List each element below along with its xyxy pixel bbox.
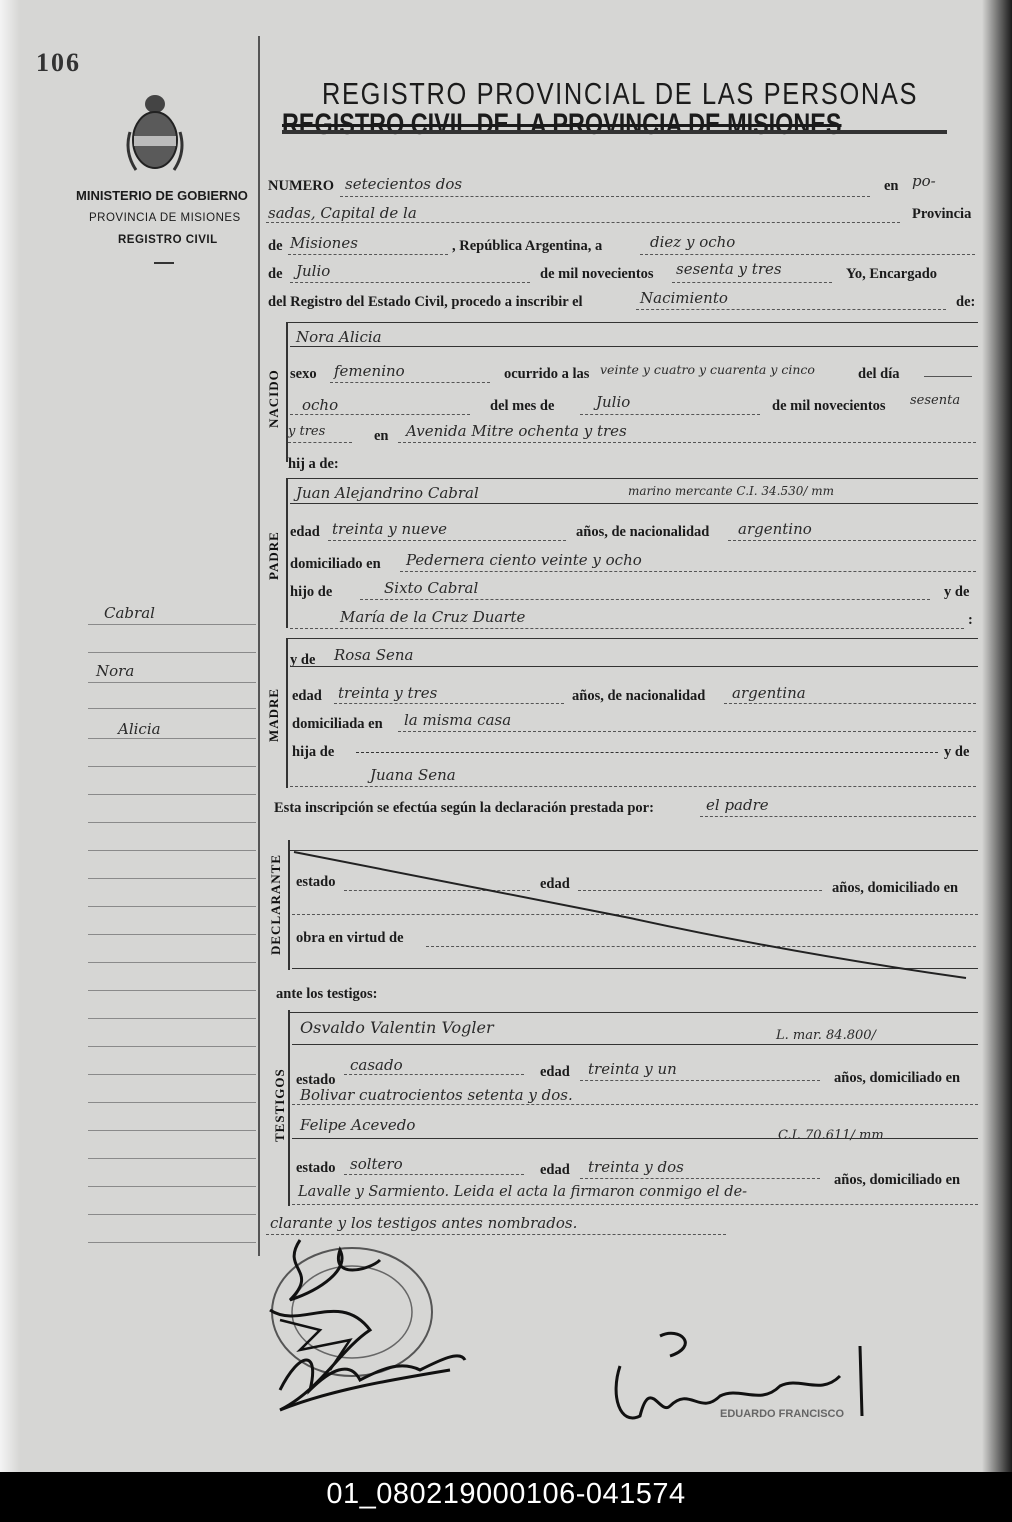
ministry-line3: REGISTRO CIVIL [118, 234, 218, 246]
nacido-section-label: NACIDO [266, 369, 281, 428]
testigo2-name: Felipe Acevedo [300, 1116, 416, 1134]
registrar-stamp-text: EDUARDO FRANCISCO [720, 1408, 845, 1420]
margin-rule [88, 1018, 256, 1019]
margin-note-name1: Nora [96, 662, 135, 680]
padre-father-value: Sixto Cabral [384, 579, 479, 597]
madre-anos-label: años, de nacionalidad [572, 688, 706, 704]
testigos-top-line [288, 1012, 978, 1013]
nacido-bracket [286, 322, 288, 462]
testigo2-edad-value: treinta y dos [588, 1158, 684, 1176]
margin-rule [88, 766, 256, 767]
madre-section-label: MADRE [266, 687, 281, 742]
nacido-mil-label: de mil novecientos [772, 398, 886, 414]
nacido-day-line [290, 414, 470, 415]
testigo2-doc: C.I. 70.611/ mm [778, 1128, 884, 1143]
madre-yde2-label: y de [944, 744, 970, 760]
testigo2-name-line [292, 1138, 978, 1139]
de2-label: de [268, 266, 283, 282]
en-value: po- [912, 172, 936, 190]
declarante-edad-label: edad [540, 876, 570, 892]
margin-rule [88, 794, 256, 795]
madre-mother-value: Juana Sena [370, 766, 456, 784]
padre-anos-label: años, de nacionalidad [576, 524, 710, 540]
testigo1-dom-line [292, 1104, 978, 1105]
madre-edad-line [334, 703, 564, 704]
declaracion-line [700, 816, 976, 817]
nacido-year2-line [288, 442, 352, 443]
madre-nac-value: argentina [732, 684, 806, 702]
padre-section-label: PADRE [266, 531, 281, 580]
yo-label: Yo, Encargado [846, 266, 938, 282]
testigo1-name-line [292, 1044, 978, 1045]
madre-bracket [286, 638, 288, 788]
day-value: diez y ocho [650, 233, 736, 251]
margin-rule [88, 1242, 256, 1243]
margin-rule [88, 1130, 256, 1131]
madre-domicilio-value: la misma casa [404, 711, 512, 729]
margin-rule [88, 652, 256, 653]
madre-mother-line [290, 786, 976, 787]
ministry-line1: MINISTERIO DE GOBIERNO [76, 188, 248, 203]
sexo-line [330, 382, 490, 383]
margin-rule [88, 850, 256, 851]
nacido-place-line [398, 442, 976, 443]
padre-bracket [286, 478, 288, 628]
testigo2-anos-label: años, domiciliado en [834, 1172, 961, 1188]
testigo1-doc: L. mar. 84.800/ [776, 1028, 876, 1043]
signature-witness [270, 1330, 470, 1420]
testigo2-estado-label: estado [296, 1160, 336, 1176]
testigo1-estado-label: estado [296, 1072, 336, 1088]
del-dia-line [924, 376, 972, 377]
del-dia-label: del día [858, 366, 900, 382]
declarante-section-label: DECLARANTE [268, 853, 283, 955]
testigo2-dom-line [292, 1204, 978, 1205]
ministry-divider [154, 262, 174, 264]
footer-code: 01_080219000106-041574 [0, 1472, 1012, 1522]
ocurrido-label: ocurrido a las [504, 366, 590, 382]
padre-doc-value: marino mercante C.I. 34.530/ mm [628, 484, 834, 498]
madre-name-line [290, 666, 978, 667]
act-value: Nacimiento [640, 289, 728, 307]
padre-mother-line [290, 628, 964, 629]
padre-top-line [286, 478, 978, 479]
mil-label: de mil novecientos [540, 266, 654, 282]
madre-yde-label: y de [290, 652, 316, 668]
nacido-top-line [286, 322, 978, 323]
province-line [288, 254, 448, 255]
margin-rule [88, 738, 256, 739]
title-strike-line [282, 130, 947, 134]
time-value: veinte y cuatro y cuarenta y cinco [600, 362, 815, 377]
nacido-year-value: sesenta [910, 393, 961, 408]
testigo1-dom-value: Bolivar cuatrocientos setenta y dos. [300, 1086, 573, 1104]
testigo1-edad-line [580, 1080, 820, 1081]
nacido-day-value: ocho [302, 396, 339, 414]
margin-note-name2: Alicia [118, 720, 161, 738]
padre-yde-label: y de [944, 584, 970, 600]
nacido-month-value: Julio [596, 393, 631, 411]
padre-edad-label: edad [290, 524, 320, 540]
nacido-place-value: Avenida Mitre ochenta y tres [406, 422, 627, 440]
madre-edad-value: treinta y tres [338, 684, 438, 702]
signature-registrar [600, 1316, 890, 1456]
place-value: sadas, Capital de la [268, 204, 417, 222]
margin-rule [88, 1158, 256, 1159]
padre-domicilio-value: Pedernera ciento veinte y ocho [406, 551, 642, 569]
margin-rule [88, 682, 256, 683]
day-line [640, 254, 975, 255]
ministry-line2: PROVINCIA DE MISIONES [89, 212, 241, 224]
registry-title: REGISTRO PROVINCIAL DE LAS PERSONAS [322, 76, 919, 111]
frame-left-border [258, 36, 260, 1256]
testigo2-edad-label: edad [540, 1162, 570, 1178]
padre-hijo-label: hijo de [290, 584, 333, 600]
testigos-bracket [288, 1010, 290, 1206]
republica-label: , República Argentina, a [452, 238, 603, 254]
nacido-year-value2: y tres [288, 424, 326, 439]
declarante-anos-label: años, domiciliado en [832, 880, 959, 896]
province-value: Misiones [290, 234, 358, 252]
de-label: de [268, 238, 283, 254]
testigo2-estado-line [344, 1174, 524, 1175]
month-value: Julio [296, 262, 331, 280]
margin-rule [88, 624, 256, 625]
declarante-obra-label: obra en virtud de [296, 930, 404, 946]
testigos-section-label: TESTIGOS [272, 1068, 287, 1142]
nacido-name-value: Nora Alicia [296, 328, 382, 346]
padre-nac-value: argentino [738, 520, 812, 538]
ante-testigos-label: ante los testigos: [276, 986, 378, 1002]
margin-rule [88, 822, 256, 823]
margin-rule [88, 1046, 256, 1047]
numero-label: NUMERO [268, 178, 335, 194]
closing-text: clarante y los testigos antes nombrados. [270, 1214, 578, 1232]
padre-name-line [290, 503, 978, 504]
margin-rule [88, 878, 256, 879]
margin-rule [88, 990, 256, 991]
numero-line [340, 196, 870, 197]
margin-rule [88, 1186, 256, 1187]
place-line [266, 222, 900, 223]
madre-name-value: Rosa Sena [334, 646, 414, 664]
margin-rule [88, 708, 256, 709]
madre-domicilio-label: domiciliada en [292, 716, 383, 732]
month-line [290, 282, 530, 283]
padre-father-line [360, 599, 930, 600]
margin-note-surname: Cabral [104, 604, 155, 622]
madre-domicilio-line [398, 731, 976, 732]
margin-rule [88, 906, 256, 907]
margin-rule [88, 1074, 256, 1075]
year-line [672, 282, 832, 283]
declarante-cancel-stroke [290, 848, 980, 980]
padre-mother-value: María de la Cruz Duarte [340, 608, 526, 626]
testigo1-anos-label: años, domiciliado en [834, 1070, 961, 1086]
year-value: sesenta y tres [676, 260, 782, 278]
provincia-label: Provincia [912, 206, 972, 222]
testigo1-estado-value: casado [350, 1056, 403, 1074]
nacido-month-line [580, 414, 760, 415]
hija-label: hij a de: [288, 456, 339, 472]
testigo2-edad-line [580, 1178, 820, 1179]
margin-rule [88, 1102, 256, 1103]
madre-edad-label: edad [292, 688, 322, 704]
madre-hija-label: hija de [292, 744, 335, 760]
testigo2-dom-value: Lavalle y Sarmiento. Leida el acta la firmaron conmigo el de- [298, 1184, 748, 1200]
struck-registry-title: REGISTRO CIVIL DE LA PROVINCIA DE MISIONES [282, 108, 842, 141]
testigo1-estado-line [344, 1074, 524, 1075]
declarante-estado-label: estado [296, 874, 336, 890]
nacido-name-line [290, 346, 978, 347]
padre-domicilio-label: domiciliado en [290, 556, 381, 572]
margin-rule [88, 962, 256, 963]
act-line [636, 309, 946, 310]
sexo-label: sexo [290, 366, 317, 382]
padre-domicilio-line [400, 571, 976, 572]
testigo1-edad-value: treinta y un [588, 1060, 677, 1078]
padre-nac-line [728, 540, 976, 541]
padre-name-value: Juan Alejandrino Cabral [296, 484, 479, 502]
registro-label: del Registro del Estado Civil, procedo a inscribir el [268, 294, 583, 310]
mes-label: del mes de [490, 398, 555, 414]
declaracion-label: Esta inscripción se efectúa según la declaración prestada por: [274, 800, 654, 816]
page-number: 106 [36, 48, 81, 77]
margin-rule [88, 1214, 256, 1215]
testigo1-name: Osvaldo Valentin Vogler [300, 1018, 494, 1037]
madre-hija-line [356, 752, 938, 753]
declaracion-value: el padre [706, 796, 769, 814]
madre-top-line [286, 638, 978, 639]
padre-colon: : [968, 612, 973, 628]
margin-rule [88, 934, 256, 935]
sexo-value: femenino [334, 362, 405, 380]
numero-value: setecientos dos [345, 175, 463, 193]
coat-of-arms-icon [122, 92, 188, 176]
en-label: en [884, 178, 899, 194]
de3-label: de: [956, 294, 976, 310]
padre-edad-line [328, 540, 566, 541]
padre-edad-value: treinta y nueve [332, 520, 448, 538]
madre-nac-line [724, 703, 976, 704]
testigo1-edad-label: edad [540, 1064, 570, 1080]
nacido-en-label: en [374, 428, 389, 444]
testigo2-estado-value: soltero [350, 1155, 403, 1173]
